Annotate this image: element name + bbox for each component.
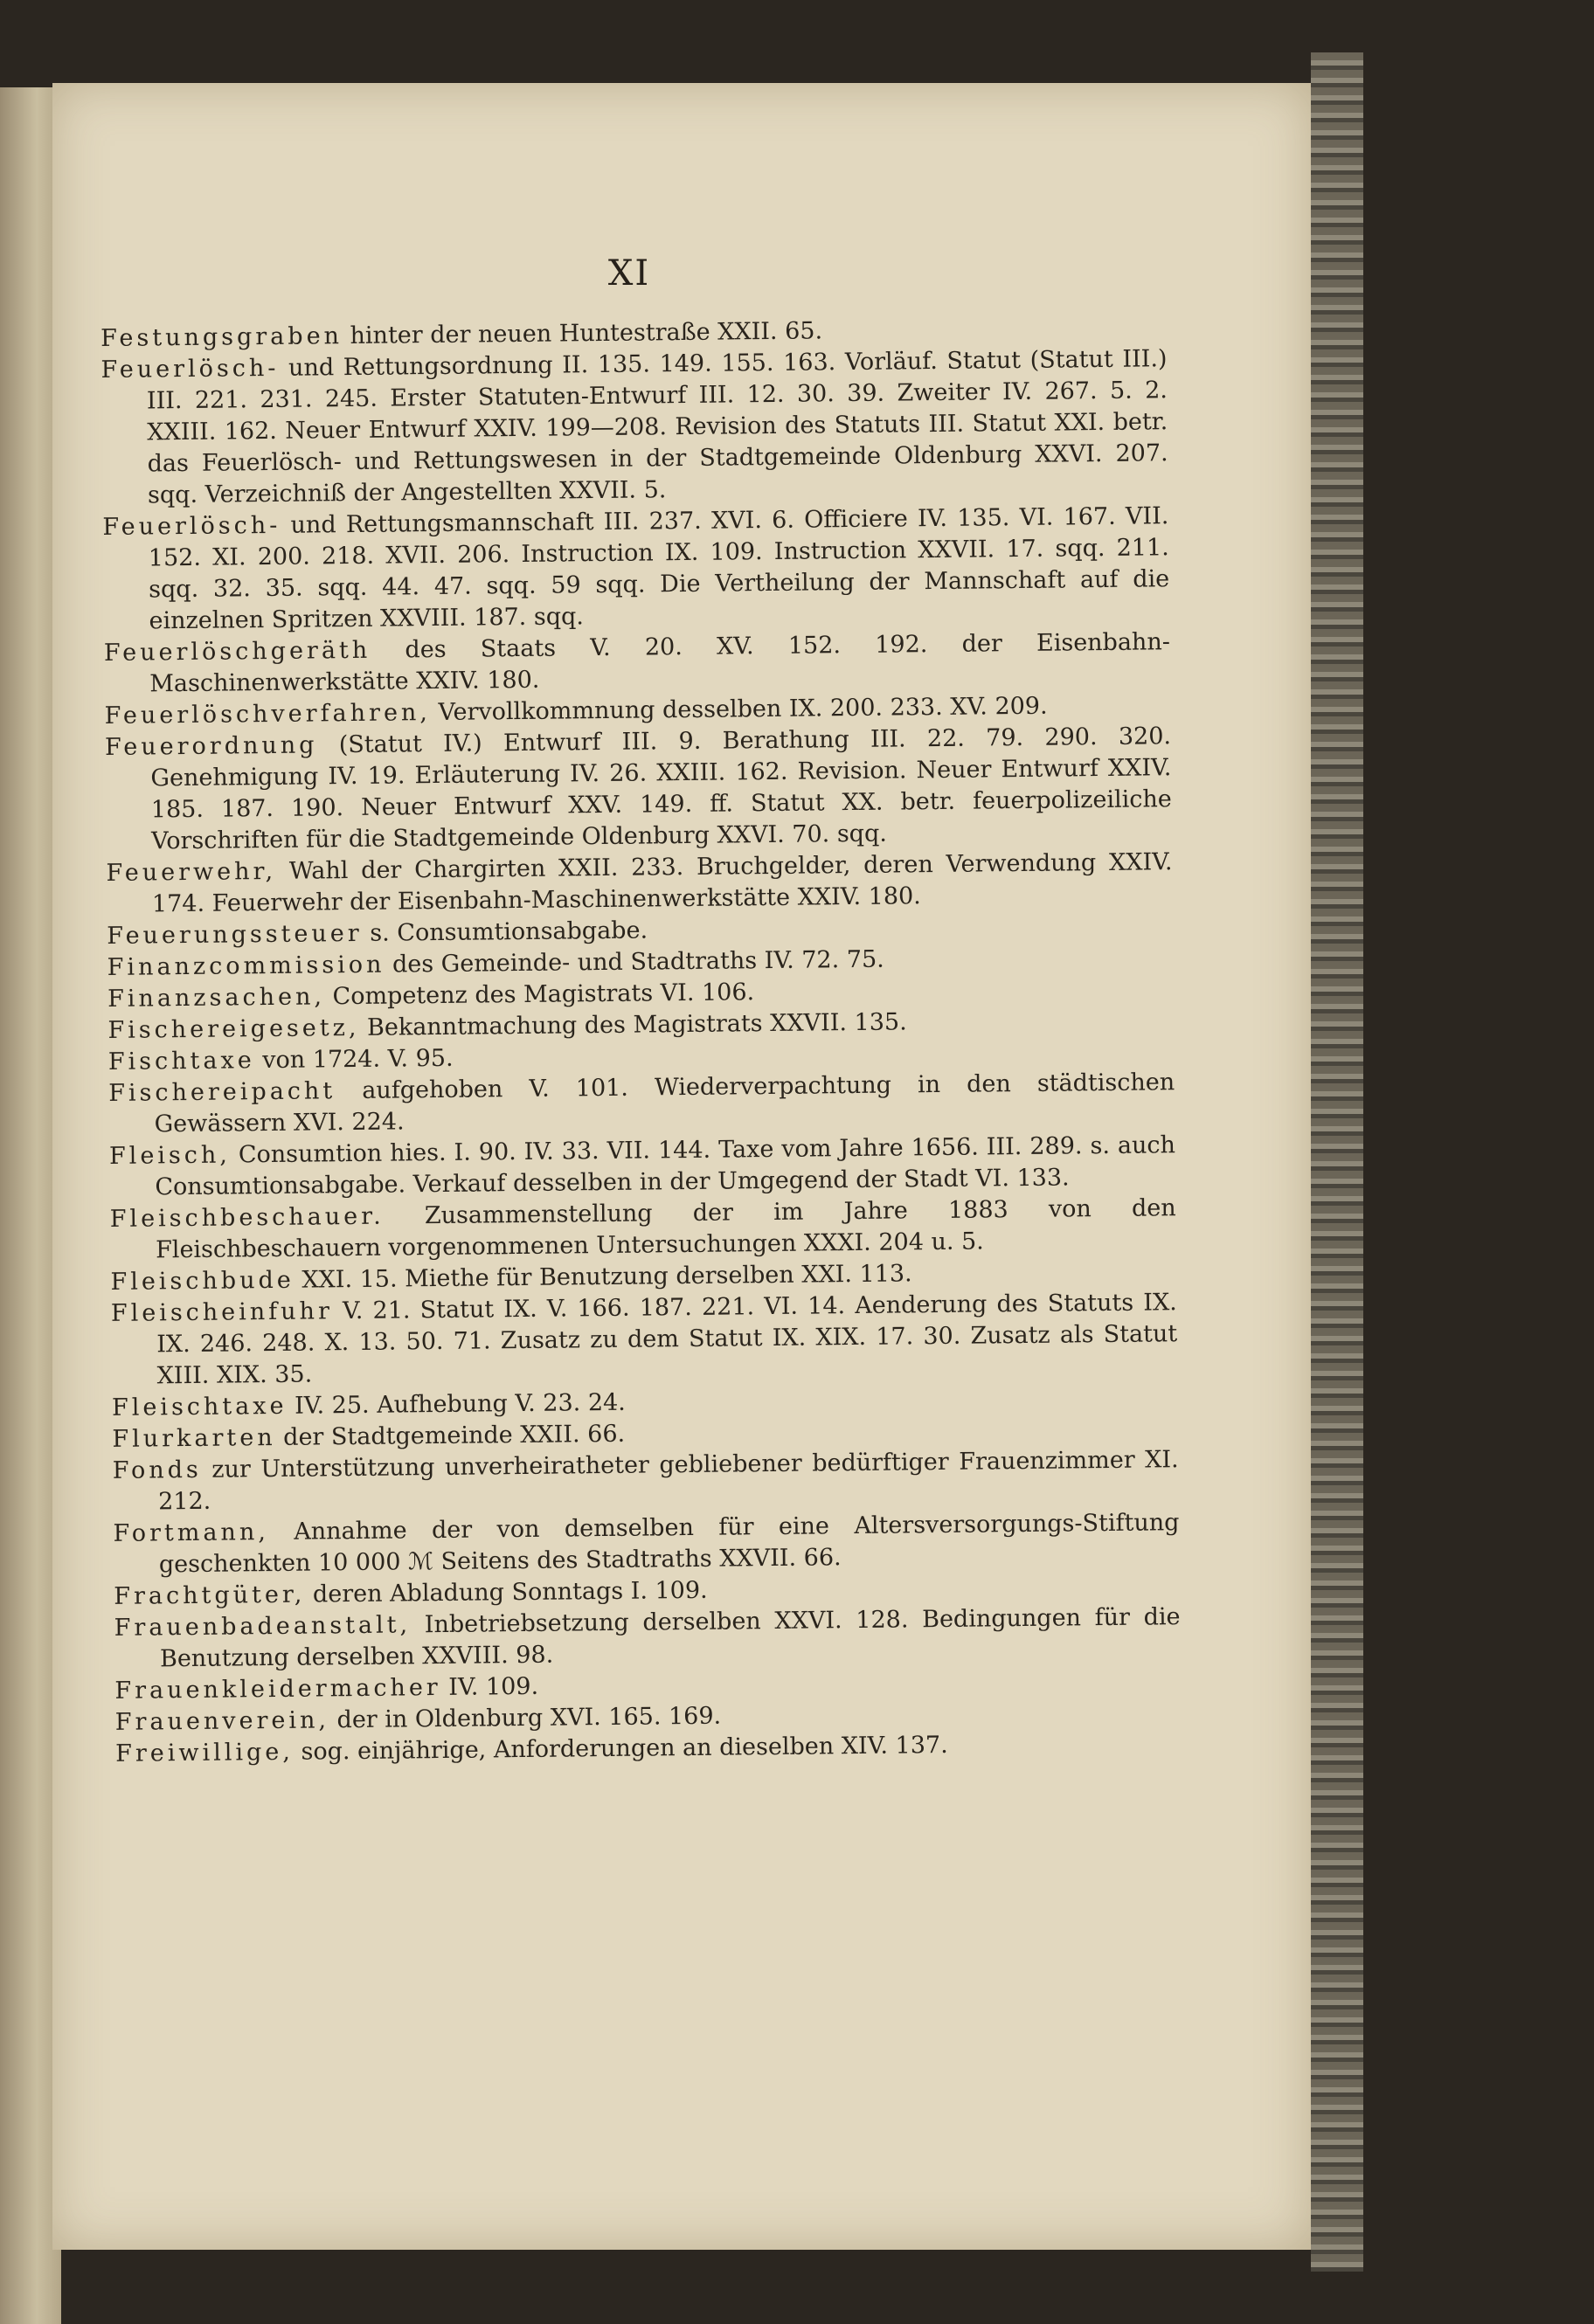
entry-references: Zusammenstellung der im Jahre 1883 von den Fleischbeschauern vorgenommenen Untersuchungen XXXI. 204 u. 5. — [155, 1194, 1176, 1264]
entry-references: Consumtion hies. I. 90. IV. 33. VII. 144. Taxe vom Jahre 1656. III. 289. s. auch Consumtionsabgabe. Verkauf desselben in der Umgegend der Stadt VI. 133. — [155, 1131, 1176, 1201]
entry-headword: Frauenverein, — [114, 1706, 330, 1736]
entry-headword: Feuerordnung — [104, 731, 318, 761]
entry-references: des Gemeinde- und Stadtraths IV. 72. 75. — [392, 945, 884, 979]
entry-headword: Freiwillige, — [114, 1738, 295, 1767]
entry-headword: Fischereipacht — [108, 1077, 336, 1107]
entry-headword: Fischtaxe — [107, 1047, 255, 1076]
entry-references: von 1724. V. 95. — [262, 1044, 454, 1075]
entry-headword: Frachtgüter, — [114, 1580, 306, 1610]
index-entry — [109, 1130, 1176, 1204]
book-spine — [1311, 52, 1363, 2272]
index-entry — [114, 1601, 1181, 1676]
entry-headword: Festungsgraben — [100, 322, 343, 352]
entry-references: IV. 25. Aufhebung V. 23. 24. — [294, 1388, 626, 1420]
entry-headword: Feuerlöschverfahren, — [104, 699, 432, 730]
index-entry — [104, 626, 1171, 701]
entry-references: Inbetriebsetzung derselben XXVI. 128. Bedingungen für die Benutzung derselben XXVIII. 98. — [159, 1603, 1181, 1673]
entry-references: Bekanntmachung des Magistrats XXVII. 135. — [366, 1008, 907, 1041]
index-entry — [113, 1507, 1180, 1581]
entry-headword: Fischereigesetz, — [107, 1013, 360, 1044]
entry-headword: Fortmann, — [113, 1518, 270, 1547]
index-entry — [113, 1444, 1180, 1518]
entry-references: des Staats V. 20. XV. 152. 192. der Eisenbahn-Maschinenwerkstätte XXIV. 180. — [149, 628, 1171, 698]
index-entry — [106, 847, 1173, 921]
entry-references: s. Consumtionsabgabe. — [370, 916, 648, 947]
entry-references: und Rettungsmannschaft III. 237. XVI. 6. Officiere IV. 135. VI. 167. VII. 152. XI. 200. 218. XVII. 206. Instruction IX. 109. Instruction XXVII. 17. sqq. 211. sqq. 32. 35. sqq. 44. 47. sqq. 59 sqq. Die Vertheilung der Mannschaft auf die einzelnen Spritzen XXVIII. 187. sqq. — [148, 502, 1170, 635]
entry-headword: Frauenkleidermacher — [114, 1674, 441, 1705]
entry-headword: Fleischtaxe — [111, 1392, 288, 1421]
entry-headword: Fleischbude — [110, 1266, 295, 1296]
index-entries — [100, 312, 1182, 1770]
entry-references: Competenz des Magistrats VI. 106. — [332, 979, 755, 1011]
index-entry — [102, 501, 1169, 638]
entry-headword: Fleischbeschauer. — [109, 1202, 385, 1233]
entry-headword: Feuerlöschgeräth — [103, 636, 371, 667]
page-number: XI — [607, 253, 651, 294]
entry-references: deren Abladung Sonntags I. 109. — [312, 1576, 708, 1608]
entry-headword: Fleisch, — [108, 1141, 232, 1170]
entry-references: Vervollkommnung desselben IX. 200. 233. XV. 209. — [438, 692, 1048, 726]
entry-references: hinter der neuen Huntestraße XXII. 65. — [350, 317, 823, 350]
entry-headword: Feuerwehr, — [106, 857, 277, 887]
entry-references: zur Unterstützung unverheiratheter gebliebener bedürftiger Frauenzimmer XI. 212. — [157, 1446, 1179, 1516]
entry-headword: Flurkarten — [112, 1423, 276, 1453]
entry-references: XXI. 15. Miethe für Benutzung derselben XXI. 113. — [301, 1260, 912, 1294]
entry-references: aufgehoben V. 101. Wiederverpachtung in den städtischen Gewässern XVI. 224. — [154, 1069, 1175, 1138]
index-entry — [100, 343, 1168, 512]
entry-references: und Rettungsordnung II. 135. 149. 155. 163. Vorläuf. Statut (Statut III.) III. 221. 231. 245. Erster Statuten-Entwurf III. 12. 30. 39. Zweiter IV. 267. 5. 2. XXIII. 162. Neuer Entwurf XXIV. 199—208. Revision des Statuts III. Statut XXI. betr. das Feuerlösch- und Rettungswesen in der Stadtgemeinde Oldenburg XXVI. 207. sqq. Verzeichniß der Angestellten XXVII. 5. — [146, 345, 1168, 509]
entry-headword: Finanzcommission — [107, 951, 385, 981]
entry-headword: Fonds — [112, 1456, 202, 1484]
entry-references: (Statut IV.) Entwurf III. 9. Berathung III. 22. 79. 290. 320. Genehmigung IV. 19. Erläuterung IV. 26. XXIII. 162. Revision. Neuer Entwurf XXIV. 185. 187. 190. Neuer Entwurf XXV. 149. ff. Statut XX. betr. feuerpolizeiliche Vorschriften für die Stadtgemeinde Oldenburg XXVI. 70. sqq. — [150, 723, 1172, 855]
entry-headword: Feuerlösch- — [102, 511, 281, 541]
index-entry — [108, 1067, 1175, 1141]
entry-references: der in Oldenburg XVI. 165. 169. — [336, 1702, 722, 1734]
entry-references: Annahme der von demselben für eine Altersversorgungs-Stiftung geschenkten 10 000 ℳ Seitens des Stadtraths XXVII. 66. — [158, 1509, 1180, 1579]
entry-headword: Feuerlösch- — [100, 354, 280, 384]
index-entry — [105, 721, 1172, 858]
index-entry — [110, 1193, 1177, 1267]
entry-references: V. 21. Statut IX. V. 166. 187. 221. VI. 14. Aenderung des Statuts IX. IX. 246. 248. X. 13. 50. 71. Zusatz zu dem Statut IX. XIX. 17. 30. Zusatz als Statut XIII. XIX. 35. — [156, 1289, 1178, 1390]
entry-references: Wahl der Chargirten XXII. 233. Bruchgelder, deren Verwendung XXIV. 174. Feuerwehr der Eisenbahn-Maschinenwerkstätte XXIV. 180. — [151, 848, 1173, 918]
entry-references: IV. 109. — [448, 1672, 539, 1701]
entry-headword: Fleischeinfuhr — [110, 1297, 334, 1327]
entry-references: der Stadtgemeinde XXII. 66. — [283, 1420, 626, 1451]
index-entry — [111, 1287, 1178, 1393]
entry-headword: Frauenbadeanstalt, — [114, 1611, 412, 1642]
entry-headword: Finanzsachen, — [107, 983, 326, 1013]
entry-references: sog. einjährige, Anforderungen an dieselben XIV. 137. — [301, 1731, 948, 1766]
entry-headword: Feuerungssteuer — [107, 919, 363, 950]
